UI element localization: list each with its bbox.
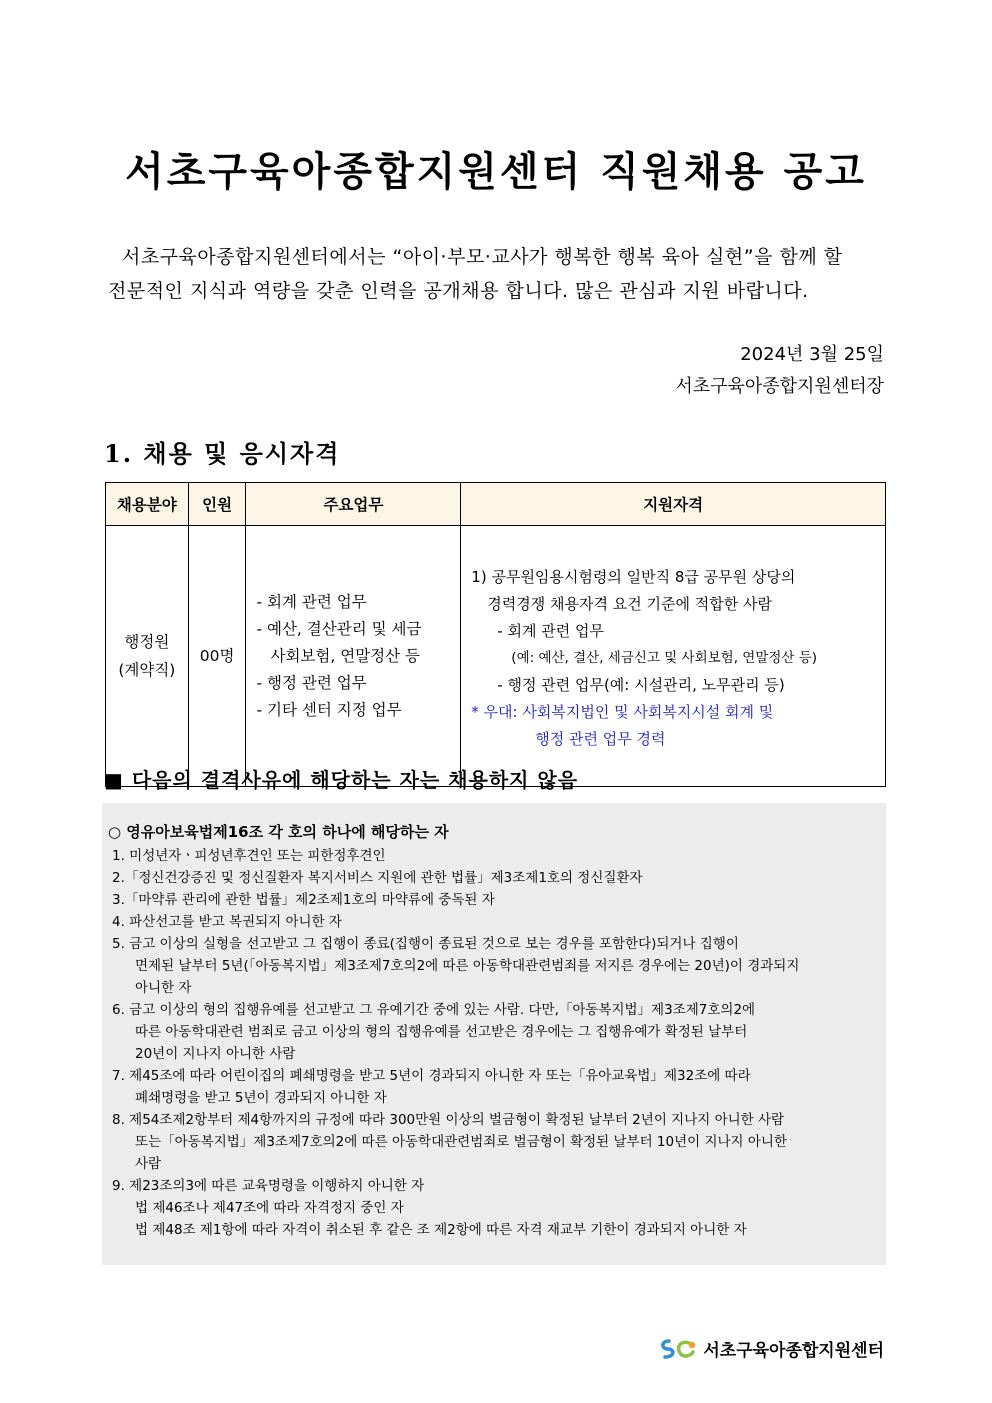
field-name: 행정원 [124, 633, 170, 651]
list-item-continued: 20년이 지나지 아니한 사람 [135, 1046, 296, 1062]
field-cell [106, 526, 189, 787]
announcement-date: 2024년 3월 25일 [740, 344, 884, 365]
recruitment-table [105, 482, 886, 787]
preference-note: 행정 관련 업무 경력 [535, 729, 666, 748]
preference-note: * 우대: 사회복지법인 및 사회복지시설 회계 및 [471, 702, 774, 721]
list-item: 2.「정신건강증진 및 정신질환자 복지서비스 지원에 관한 법률」제3조제1호의 정신질환자 [112, 870, 643, 886]
list-item-continued: 아니한 자 [135, 980, 192, 996]
disqualification-list [108, 821, 799, 1241]
qualification-item: - 행정 관련 업무(예: 시설관리, 노무관리 등) [497, 675, 785, 694]
intro-line-1: 서초구육아종합지원센터에서는 “아이·부모·교사가 행복한 행복 육아 실현”을 함께 할 [122, 246, 843, 268]
qualification-item: 경력경쟁 채용자격 요건 기준에 적합한 사람 [487, 594, 772, 613]
list-item: 1. 미성년자ㆍ피성년후견인 또는 피한정후견인 [112, 848, 386, 864]
footer-logo [659, 1336, 884, 1361]
table-row [106, 526, 886, 787]
duty-item: - 행정 관련 업무 [256, 673, 367, 692]
list-item: 8. 제54조제2항부터 제4항까지의 규정에 따라 300만원 이상의 벌금형이 확정된 날부터 2년이 지나지 아니한 사람 [112, 1112, 785, 1128]
list-item: 9. 제23조의3에 따른 교육명령을 이행하지 아니한 자 [112, 1178, 425, 1194]
list-item-continued: 면제된 날부터 5년(「아동복지법」제3조제7호의2에 따른 아동학대관련범죄를 저지른 경우에는 20년)이 경과되지 [135, 958, 800, 974]
header-qualifications: 지원자격 [461, 483, 886, 526]
duties-cell [246, 526, 461, 787]
qualifications-cell [461, 526, 886, 787]
duty-item: - 예산, 결산관리 및 세금 [256, 619, 422, 638]
qualification-item: - 회계 관련 업무 [497, 621, 604, 640]
list-item: 5. 금고 이상의 실형을 선고받고 그 집행이 종료(집행이 종료된 것으로 보는 경우를 포함한다)되거나 집행이 [112, 936, 739, 952]
header-field: 채용분야 [106, 483, 189, 526]
duty-item: 사회보험, 연말정산 등 [270, 646, 421, 665]
list-item-continued: 따른 아동학대관련 범죄로 금고 이상의 형의 집행유예를 선고받은 경우에는 그 집행유예가 확정된 날부터 [135, 1024, 748, 1040]
intro-paragraph [108, 240, 888, 308]
list-item-continued: 폐쇄명령을 받고 5년이 경과되지 아니한 자 [135, 1090, 387, 1106]
list-item-continued: 법 제46조나 제47조에 따라 자격정지 중인 자 [135, 1200, 404, 1216]
disqualification-heading: ■ 다음의 결격사유에 해당하는 자는 채용하지 않음 [104, 768, 579, 792]
table-header-row [106, 483, 886, 526]
qualification-item: (예: 예산, 결산, 세금신고 및 사회보험, 연말정산 등) [511, 649, 818, 666]
list-item: 6. 금고 이상의 형의 집행유예를 선고받고 그 유예기간 중에 있는 사람. 다만,「아동복지법」제3조제7호의2에 [112, 1002, 756, 1018]
duty-item: - 회계 관련 업무 [256, 592, 367, 611]
header-count: 인원 [188, 483, 246, 526]
list-item: 7. 제45조에 따라 어린이집의 폐쇄명령을 받고 5년이 경과되지 아니한 자 또는「유아교육법」제32조에 따라 [112, 1068, 751, 1084]
signer: 서초구육아종합지원센터장 [675, 376, 884, 397]
list-item-continued: 사람 [135, 1156, 162, 1172]
intro-line-2: 전문적인 지식과 역량을 갖춘 인력을 공개채용 합니다. 많은 관심과 지원 바랍니다. [108, 280, 809, 302]
list-item-continued: 법 제48조 제1항에 따라 자격이 취소된 후 같은 조 제2항에 따른 자격 재교부 기한이 경과되지 아니한 자 [135, 1222, 747, 1238]
list-item: 4. 파산선고를 받고 복권되지 아니한 자 [112, 914, 342, 930]
list-item-continued: 또는「아동복지법」제3조제7호의2에 따른 아동학대관련범죄로 벌금형이 확정된 날부터 10년이 지나지 아니한 [135, 1134, 787, 1150]
disqualification-box [102, 803, 886, 1265]
header-duties: 주요업무 [246, 483, 461, 526]
section-title-1: 1. 채용 및 응시자격 [104, 439, 341, 468]
duty-item: - 기타 센터 지정 업무 [256, 700, 402, 719]
center-logo-icon [659, 1337, 699, 1361]
list-item: 3.「마약류 관리에 관한 법률」제2조제1호의 마약류에 중독된 자 [112, 892, 495, 908]
page-title: 서초구육아종합지원센터 직원채용 공고 [125, 149, 867, 195]
footer-logo-text: 서초구육아종합지원센터 [703, 1341, 884, 1361]
field-type: (계약직) [118, 661, 176, 679]
count-cell: 00명 [188, 526, 246, 787]
qualification-item: 1) 공무원임용시험령의 일반직 8급 공무원 상당의 [471, 567, 796, 586]
disqualification-title: ○ 영유아보육법제16조 각 호의 하나에 해당하는 자 [108, 823, 449, 841]
